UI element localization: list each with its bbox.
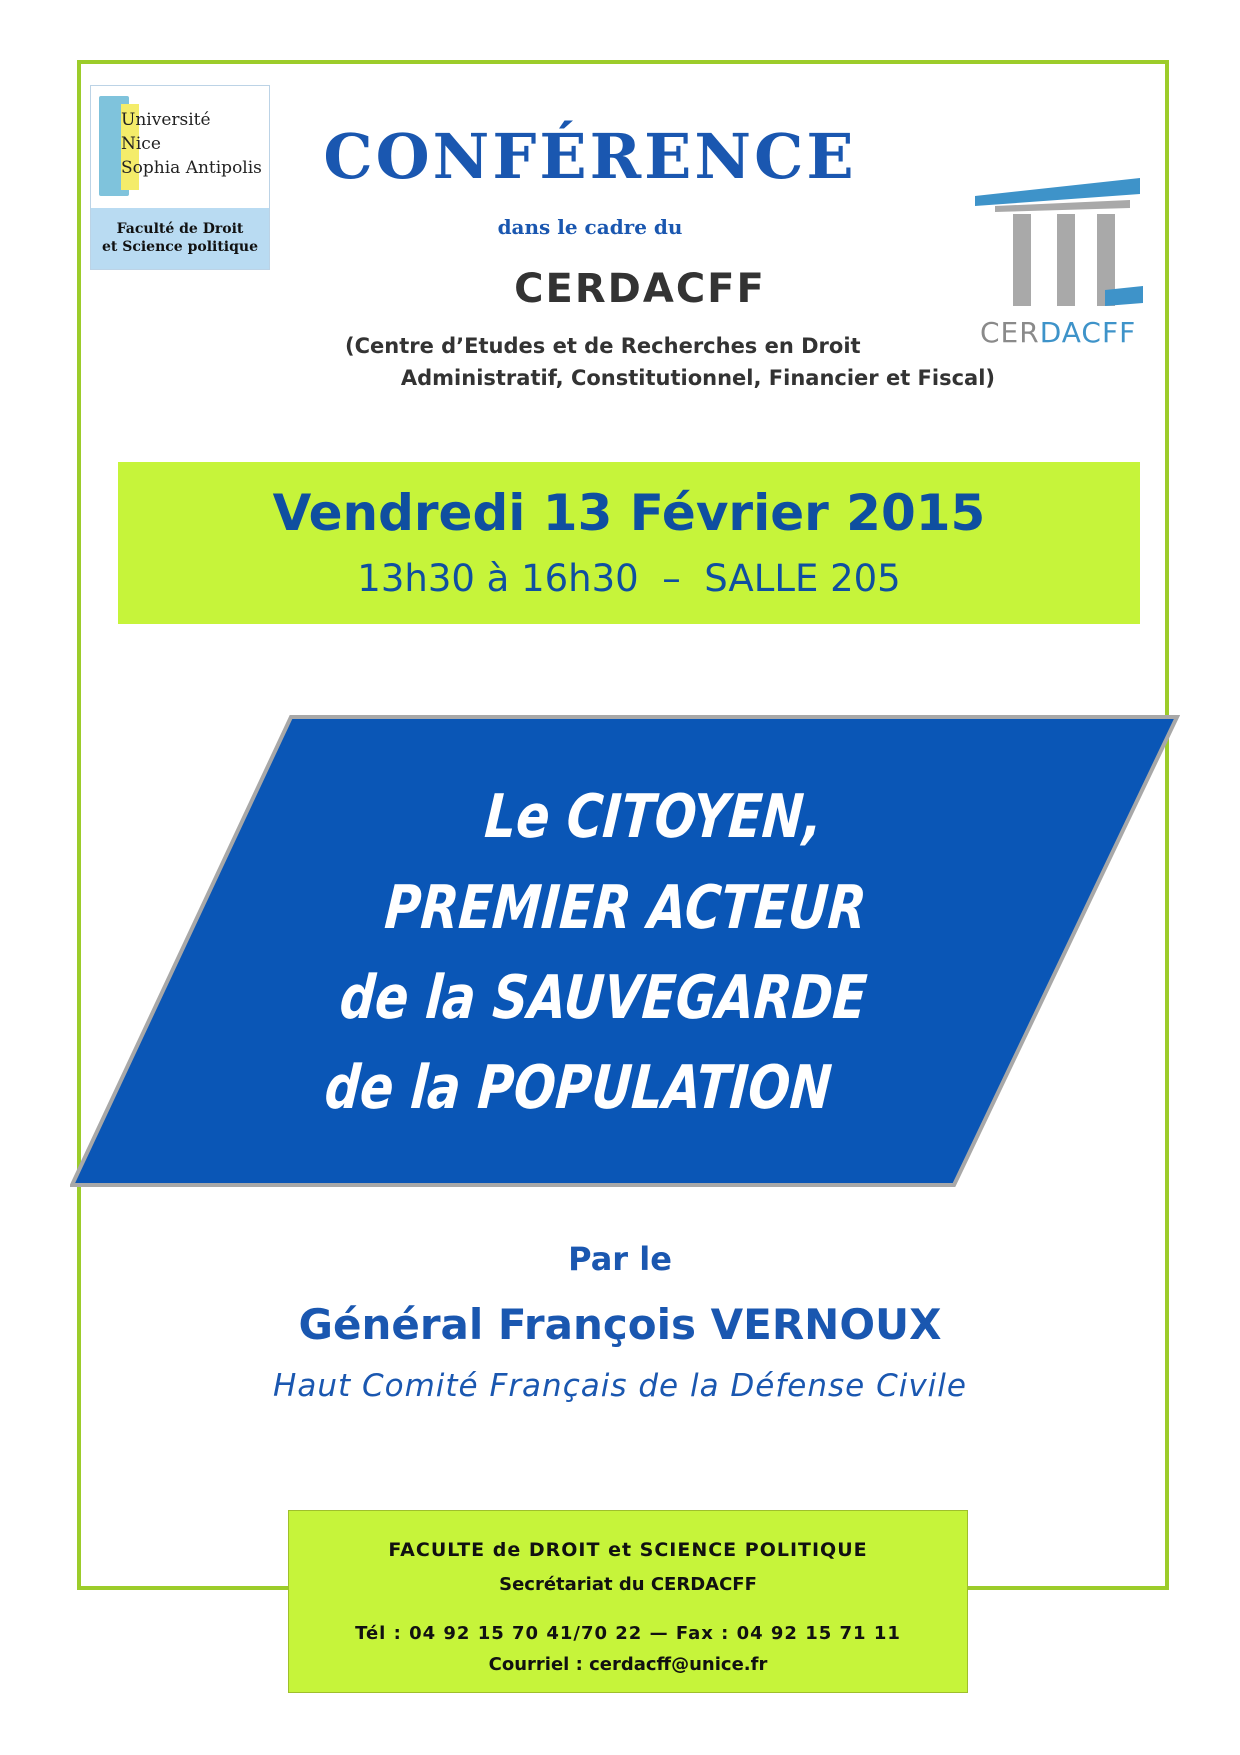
cerdacff-logo [965,178,1145,353]
organization-full-name-line2: Administratif, Constitutionnel, Financier et Fiscal) [400,366,995,390]
topic-panel [70,715,1180,1190]
contact-faculty: FACULTE de DROIT et SCIENCE POLITIQUE [388,1539,868,1561]
organization-full-name-line1: (Centre d’Etudes et de Recherches en Droit [345,334,861,358]
contact-phone-fax: Tél : 04 92 15 70 41/70 22 — Fax : 04 92 15 71 11 [355,1623,901,1644]
event-date: Vendredi 13 Février 2015 [272,484,986,542]
university-name-line: Université [121,110,211,130]
cerdacff-logo-text-gray: CER [980,316,1040,349]
conference-subtitle: dans le cadre du [497,215,683,239]
faculty-name-line: Faculté de Droit [116,221,244,237]
cerdacff-logo-text-blue: DACFF [1039,316,1137,349]
event-time-room: 13h30 à 16h30 – SALLE 205 [357,557,901,600]
topic-line: de la POPULATION [322,1053,834,1123]
contact-email: Courriel : cerdacff@unice.fr [488,1654,768,1675]
conference-title: CONFÉRENCE [323,120,857,193]
speaker-name: Général François VERNOUX [298,1300,942,1349]
contact-secretariat: Secrétariat du CERDACFF [499,1574,757,1595]
faculty-name-line: et Science politique [101,239,259,255]
topic-line: Le CITOYEN, [482,782,825,852]
speaker-affiliation: Haut Comité Français de la Défense Civile [273,1368,967,1404]
organization-acronym: CERDACFF [514,266,766,312]
speaker-intro: Par le [568,1240,672,1278]
topic-line: de la SAUVEGARDE [337,963,870,1033]
university-logo [90,85,270,270]
columns-icon [965,178,1145,318]
contact-box [288,1510,968,1693]
university-name-line: Sophia Antipolis [121,158,262,178]
topic-line: PREMIER ACTEUR [382,873,869,943]
date-banner [118,462,1140,624]
university-name-line: Nice [121,134,161,154]
